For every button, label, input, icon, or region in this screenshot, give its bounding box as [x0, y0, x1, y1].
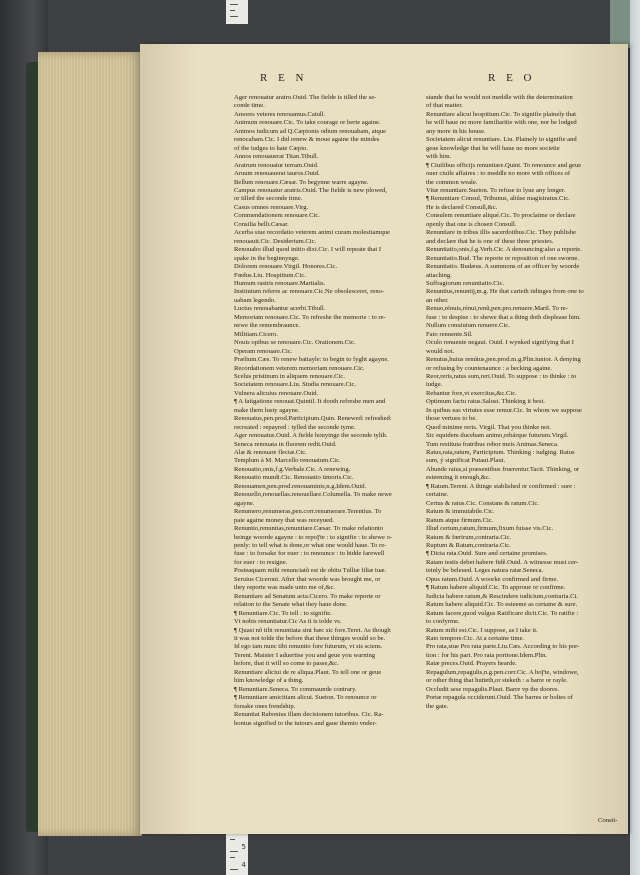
- text-line: Rato tempore.Cic. At a certaine time.: [426, 635, 525, 642]
- text-line: Illud certum,ratum,firmum,fixum fuisse vis.Cic.: [426, 525, 554, 533]
- text-line: Ager renouatus.Ouid. A fielde houyinge the seconde tylth.: [234, 432, 388, 440]
- text-line: Consilia belli.Cæsar.: [234, 220, 289, 228]
- catchword: Consti-: [598, 817, 618, 824]
- text-line: ¶ Renuntiare Consul, Tribunus, aliúse magistratus.Cic.: [426, 195, 570, 203]
- text-line: Ratæ preces.Ouid. Prayers hearde.: [426, 660, 517, 668]
- text-line: ¶ Renuntiare amicitiam alicui. Sueton. To renounce or: [234, 694, 377, 702]
- text-line: Seruius Ciceroni. After that woorde was brought me, or: [234, 575, 381, 583]
- text-line: Iudicia habere ratum,& Rescindere iudicium,contraria.Ci.: [426, 592, 578, 600]
- text-line: beinge woorde agaynе : to repoꞅte : to signifie : to shewe o-: [234, 533, 393, 541]
- text-line: Fœdus.Liu. Hospitium.Cic.: [234, 271, 306, 279]
- scanner-edge-strip: [630, 0, 640, 875]
- text-line: Alæ & renouare flectæ.Cic.: [234, 449, 307, 457]
- text-line: Renuntiatio.Bud. The reporte or reposition of one sworne.: [426, 254, 579, 262]
- text-line: teinly be beleued. Leges natura ratæ.Seneca.: [426, 567, 544, 575]
- text-line: him knowledge of a thing.: [234, 677, 304, 685]
- text-line: Reor,reris,ratus sum,reri.Ouid. To suppose : to thinke : to: [426, 372, 577, 380]
- text-line: any more in his house.: [426, 127, 486, 135]
- text-line: Renuntio,renuntias,renuntiare.Cæsar. To make relationto: [234, 525, 384, 533]
- text-line: ¶ A fatigatione renouat.Quintil. It dooth refreshe men and: [234, 398, 386, 406]
- text-line: renocabam.Cic. I did renew & moue againe the mindes: [234, 136, 380, 144]
- text-line: iudge.: [426, 381, 443, 389]
- text-line: of that matter.: [426, 102, 463, 110]
- ruler-mark: 5: [241, 843, 246, 851]
- text-line: with him.: [426, 153, 452, 161]
- text-line: openly that one is chosen Consull.: [426, 220, 517, 228]
- text-line: Animum renouare.Cic. To take courage or herte againe.: [234, 119, 381, 127]
- running-head-right: R E O: [488, 72, 536, 84]
- text-line: Sic equidem ducebam animo,rebárque futurum.Virgil.: [426, 432, 569, 440]
- text-line: ¶ Ratum.Terent. A thinge stablished or confirmed : sure :: [426, 482, 576, 490]
- text-line: it was not tolde the before that these thinges would so be.: [234, 635, 386, 642]
- text-line: Renuntiatio. Budæus. A summons of an officer by woorde: [426, 263, 580, 271]
- text-line: Occludit sese repagulis.Plaut. Barre vp the doores.: [426, 685, 560, 693]
- text-line: Renuntiatio,onis,f.g.Verb.Cic. A denouncing:also a reporte.: [426, 246, 582, 254]
- text-line: ¶ Quasi nõ tibi renuntiata sint hæc sic fore.Teret. As though: [234, 626, 391, 634]
- text-line: Posteaquam mihi renunciatũ est de obitu Tulliæ filiæ tuæ.: [234, 567, 387, 575]
- text-line: Ratum habere aliquid.Cic. To esteeme as certaine & sure.: [426, 601, 578, 609]
- text-line: Renumero,renumeras,pen.corr.renumerare.Terentius. To: [234, 508, 382, 516]
- text-line: Campus renouatur aratris.Ouid. The fielde is new plowed,: [234, 186, 387, 194]
- text-line: or refusing by countenaunce : a becking againe.: [426, 364, 552, 372]
- text-line: Ratus,rata,ratum, Participium. Thinking : iudging. Ratus: [426, 449, 575, 457]
- text-line: Fato renuente.Sil.: [426, 330, 473, 338]
- text-line: Renuntiare ad Senatum acta.Cicero. To make reporte or: [234, 592, 381, 600]
- text-line: Portæ repagula occiderunt.Ouid. The barres or boltes of: [426, 694, 573, 702]
- text-line: Optimum factu ratus.Salust. Thinking it best.: [426, 398, 545, 406]
- text-line: those vertues to be.: [426, 415, 477, 423]
- text-line: they reporte was made unto me of,&c.: [234, 584, 336, 592]
- text-line: Renouello,renouellas.renouellare.Columella. To make newe: [234, 491, 392, 499]
- text-line: Bellum renouare.Cæsar. To begynne warre agayne.: [234, 178, 369, 186]
- text-line: ¶ Ratum habere aliquid.Cic. To approue or confirme.: [426, 584, 566, 592]
- text-line: Dolorem renouare.Virgil. Honores.Cic.: [234, 263, 338, 271]
- text-line: Renouamen,pen.prod.renouaminis,n.g.Idem.Ouid.: [234, 482, 367, 490]
- text-line: Acerba siue recordatio veterem animi curam molestiamque: [234, 229, 390, 237]
- text-line: Ruptum & Ratum,contraria.Cic.: [426, 542, 511, 550]
- text-line: Renouatio mundi.Cic. Renouatio timoris.Cic.: [234, 474, 354, 482]
- text-line: Casus omnes renouare.Virg.: [234, 203, 309, 211]
- text-line: Consulem renuntiare aliqué.Cic. To proclaime or declare: [426, 212, 576, 220]
- text-line: Ratum atque firmum.Cic.: [426, 516, 494, 524]
- text-line: penly: to tell what is done,or what one would haue. To re-: [234, 542, 387, 550]
- text-line: an other.: [426, 296, 449, 304]
- text-line: Renuntiat Rabonius illam decisionem tutoribus. Cic. Ra-: [234, 711, 384, 719]
- text-line: or tilled the seconde time.: [234, 195, 303, 203]
- text-line: Renuntiare alicui hospitium.Cic. To signifie plainely that: [426, 110, 576, 118]
- text-line: Renuntius,renuntij,m.g. He that carieth tidinges from one to: [426, 288, 584, 296]
- text-line: Ratum & immutabile.Cic.: [426, 508, 495, 516]
- text-line: ¶ Renuntiare.Seneca. To commaunde contrary.: [234, 685, 357, 693]
- text-line: uabam legendo.: [234, 296, 276, 304]
- text-line: Memoriam renouare.Cic. To refreshe the memorie : to re-: [234, 313, 386, 321]
- text-line: Terent. Maister I aduertise you and geue you warning: [234, 651, 376, 659]
- text-line: Certus & ratus.Cic. Constans & ratum.Cic.: [426, 499, 539, 507]
- book: [26, 44, 626, 837]
- text-line: tion : for his part. Pro rata portione.Idem.Plin.: [426, 651, 548, 659]
- text-line: Repagulum,repagulis,n.g.pen.corr.Cic. A boꞅte, windowe,: [426, 668, 579, 676]
- text-line: Rebantur fore,vt exercitus,&c.Cic.: [426, 389, 517, 397]
- text-line: Recordationem veterem memoriam renouare.Cic.: [234, 364, 365, 372]
- text-line: Suffragiorum renuntiatio.Cic.: [426, 279, 505, 287]
- text-line: Pro rata,siue Pro rata parte.Liu.Cæs. According to his por-: [426, 643, 580, 651]
- text-line: Humum rastris renouare.Martialis.: [234, 279, 326, 287]
- right-column: [426, 94, 626, 711]
- text-line: esteeming it enough,&c.: [426, 474, 491, 482]
- text-line: renouauit.Cic. Desiderium.Cic.: [234, 237, 317, 245]
- text-line: Amores veteres renouamus.Catull.: [234, 110, 326, 118]
- text-line: Commendationem renouare.Cic.: [234, 212, 320, 220]
- text-line: He is declared Consull,&c.: [426, 203, 498, 211]
- text-line: Tum restituta fratribus rebor meis Animas.Seneca.: [426, 440, 559, 448]
- book-page: [140, 44, 628, 834]
- text-line: ¶ Ciuilibus officijs renuntiare.Quint. To renounce and geue: [426, 161, 582, 169]
- text-line: bonius signified to the tutours and gaue themto vnder-: [234, 719, 377, 727]
- text-line: ¶ Dicta rata.Ouid. Sure and certaine promises.: [426, 550, 548, 558]
- text-line: Seneca renouata in fluorem redit.Ouid.: [234, 440, 337, 448]
- ruler-mark: 4: [241, 861, 246, 869]
- text-line: Id ego iam nunc tibi renuntio fore futurum, vt sis sciens.: [234, 643, 383, 651]
- text-line: Ratum facere,quod vulgus Ratificare dicit.Cic. To ratifie :: [426, 609, 579, 617]
- text-line: Ratum & fœrirum,contraria.Cic.: [426, 533, 512, 541]
- scale-ruler-top: [226, 0, 248, 24]
- text-line: Abunde ratus,si præsentibus fruerentur.Tacit. Thinking, or: [426, 465, 580, 473]
- text-line: Ratum mihi est.Cic. I suppose, as I take it.: [426, 626, 538, 634]
- text-line: the gate.: [426, 702, 449, 710]
- text-line: geue knowledge that he will haue no more societie: [426, 144, 560, 152]
- text-line: Aratrum renouatur terram.Ouid.: [234, 161, 319, 169]
- text-line: Aruum renouauerat tauros.Ouid.: [234, 170, 320, 178]
- text-line: to confyrme.: [426, 618, 460, 626]
- page-edges: [38, 52, 142, 836]
- text-line: and declare that he is one of these three priestes.: [426, 237, 554, 245]
- text-line: make them lusty agayne.: [234, 406, 300, 414]
- text-line: recreated : repayred : tylled the seconde tyme.: [234, 423, 356, 431]
- text-line: Opus ratum.Ouid. A woorke confirmed and firme.: [426, 575, 559, 583]
- text-line: Ager renouatur aratro.Ouid. The fielde is tilled the se-: [234, 94, 377, 101]
- text-line: Renuntiare in tribus illis sacerdotibus.Cic. They publishe: [426, 229, 577, 237]
- text-line: Operam renouare.Cic.: [234, 347, 293, 355]
- text-line: Societatem alicui renuntiare. Liu. Plainely to signifie and: [426, 136, 577, 144]
- text-line: Luctus renouabantur acerbi.Tibull.: [234, 305, 326, 313]
- text-line: Quod minime reris. Virgil. That you thinke not.: [426, 423, 551, 431]
- text-line: would not.: [426, 347, 455, 355]
- text-line: Vulnera alicuius renouare.Ouid.: [234, 389, 319, 397]
- text-line: sum, ý significat Putaui.Plaut.: [426, 457, 506, 465]
- text-line: or other thing that hutteth,or steketh : a barre or rayle.: [426, 677, 568, 685]
- text-line: Templum à M. Marcello renouatum.Cic.: [234, 457, 341, 465]
- text-line: agayne.: [234, 499, 255, 507]
- text-line: the common weale.: [426, 178, 478, 186]
- text-line: attaching.: [426, 271, 452, 279]
- text-line: In quibus eas virtutes esse remur.Cic. In whom we suppose: [426, 406, 582, 414]
- text-line: Annos renouauerat Titan.Tibull.: [234, 153, 319, 161]
- text-line: ¶ Renuntiare.Cic. To tell : to signifie.: [234, 609, 332, 617]
- text-line: Vt nobis renuntiatur.Cic As it is tolde vs.: [234, 618, 342, 626]
- text-line: fuse : to forsake for euer : to renounce : to bidde farewell: [234, 550, 385, 558]
- text-line: Renouatus,pen.prod.Participium.Quin. Renewed: refreshed:: [234, 415, 392, 423]
- text-line: Militiam.Cicero.: [234, 330, 278, 338]
- text-line: spake in the beginnynge.: [234, 254, 300, 262]
- text-line: Institutum referre ac renouare.Cic.Ne obsolesceret, reno-: [234, 288, 385, 296]
- text-line: Renuo,rénuis,rénui,renũ,pen.pro.renuere.Martl. To re-: [426, 305, 568, 313]
- text-line: for euer : to resigne.: [234, 558, 288, 566]
- text-line: Renutus,huius renútus,pen.prod.m.g.Plin.iunior. A denying: [426, 356, 581, 364]
- text-line: Scelus pristinum in aliquem renouare.Cic.: [234, 372, 345, 380]
- text-line: forsake ones frendship.: [234, 702, 296, 710]
- text-line: Vitæ renuntiare.Sueton. To refuse to lyue any longer.: [426, 186, 566, 194]
- running-head-left: R E N: [260, 72, 308, 84]
- text-line: of the iudges to hate Cæpio.: [234, 144, 308, 152]
- text-line: relation to the Senate what they haue done.: [234, 601, 348, 609]
- text-line: Ratam testis debet habere fidě.Ouid. A witnesse must cer-: [426, 558, 579, 566]
- text-line: Animos iudicum ad Q.Cæpionis odium renouabam, atque: [234, 127, 387, 135]
- text-line: Nouis opibus se renouare.Cic. Orationem.Cic.: [234, 339, 356, 347]
- text-line: Renuntiare aliciui de re aliqua.Plaut. To tell one or geue: [234, 668, 382, 676]
- text-line: Renouatio,onis,f.g.Verbale.Cic. A renewing.: [234, 465, 351, 473]
- text-line: Oculo renuente negaui. Ouid. I wynked signifying that I: [426, 339, 574, 347]
- text-line: certaine.: [426, 491, 449, 499]
- text-line: Prælium.Cæs. To renew battayle: to begin to fyght agayne.: [234, 356, 389, 364]
- text-line: stande that he would not meddle with the determination: [426, 94, 573, 101]
- text-line: Nullum conuiuium renuere.Cic.: [426, 322, 510, 330]
- text-line: fuse : to despise : to shewe that a thing doth displease him.: [426, 313, 581, 321]
- text-line: he will haue no more familiaritie with one, nor be lodged: [426, 119, 577, 127]
- color-target-tab: [610, 0, 632, 48]
- text-line: conde time.: [234, 102, 265, 110]
- text-line: before, that it will so come to passe,&c.: [234, 660, 339, 668]
- text-line: ouer ciuile affaires : to meddle no more with offices of: [426, 170, 571, 178]
- text-line: newe the remembraunce.: [234, 322, 301, 330]
- text-line: paie againe money that was receyued.: [234, 516, 334, 524]
- text-line: Renouabo illud quod initio dixi.Cic. I will repeate that I: [234, 246, 382, 254]
- text-line: Societatem renouare.Liu. Studia renouare.Cic.: [234, 381, 357, 389]
